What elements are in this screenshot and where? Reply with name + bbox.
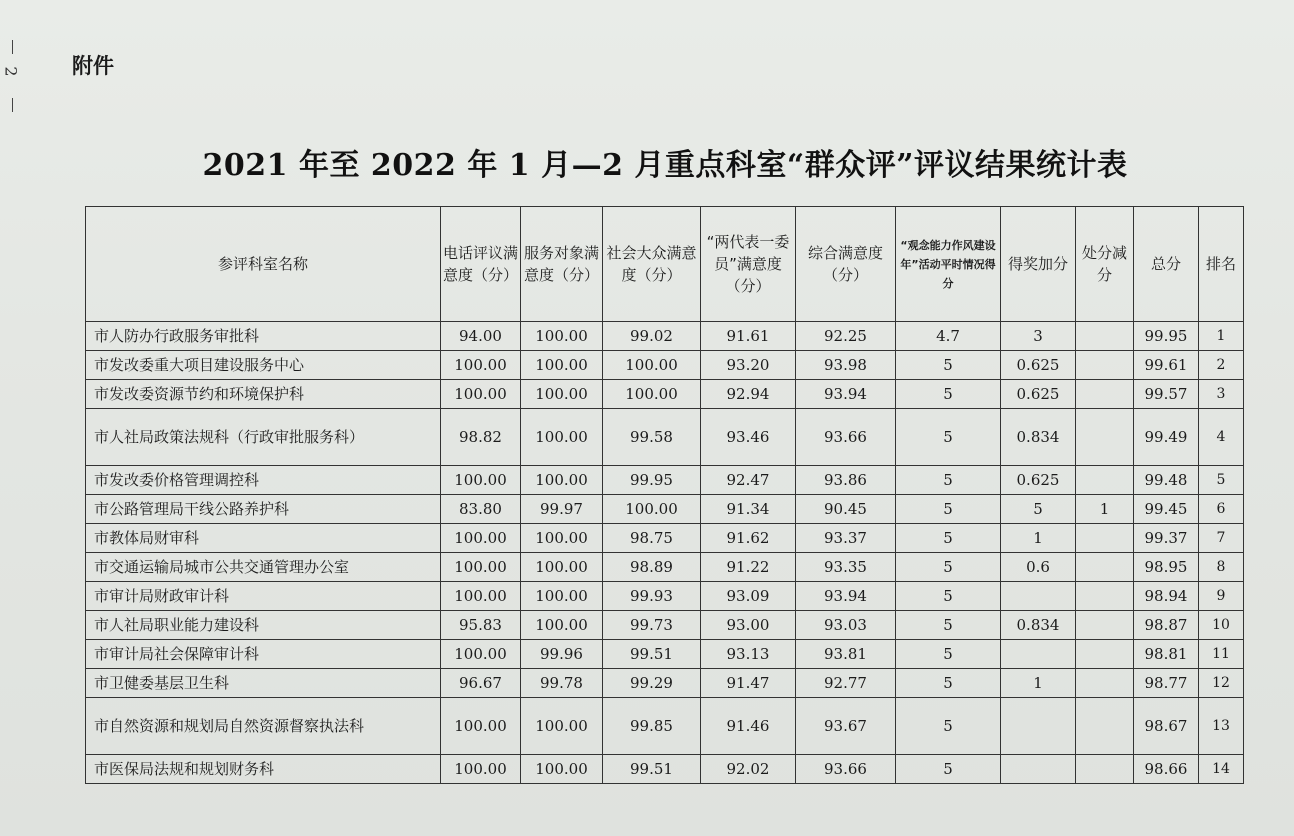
- cell-bonus: 0.834: [1001, 611, 1076, 640]
- cell-public: 99.95: [603, 466, 701, 495]
- cell-activity: 5: [896, 351, 1001, 380]
- cell-name: 市审计局社会保障审计科: [86, 640, 441, 669]
- cell-activity: 5: [896, 495, 1001, 524]
- header-bonus: 得奖加分: [1001, 207, 1076, 322]
- cell-rank: 4: [1199, 409, 1244, 466]
- cell-phone: 100.00: [441, 582, 521, 611]
- cell-phone: 100.00: [441, 640, 521, 669]
- header-rank: 排名: [1199, 207, 1244, 322]
- cell-total: 98.95: [1134, 553, 1199, 582]
- header-service: 服务对象满意度（分）: [521, 207, 603, 322]
- cell-name: 市人社局职业能力建设科: [86, 611, 441, 640]
- cell-penalty: [1076, 351, 1134, 380]
- cell-bonus: 0.6: [1001, 553, 1076, 582]
- cell-phone: 94.00: [441, 322, 521, 351]
- cell-name: 市发改委重大项目建设服务中心: [86, 351, 441, 380]
- cell-public: 98.75: [603, 524, 701, 553]
- cell-name: 市发改委资源节约和环境保护科: [86, 380, 441, 409]
- cell-service: 100.00: [521, 582, 603, 611]
- cell-rank: 3: [1199, 380, 1244, 409]
- cell-total: 99.61: [1134, 351, 1199, 380]
- cell-service: 100.00: [521, 351, 603, 380]
- cell-bonus: [1001, 640, 1076, 669]
- cell-deputies: 91.62: [701, 524, 796, 553]
- cell-public: 99.93: [603, 582, 701, 611]
- cell-bonus: 0.625: [1001, 466, 1076, 495]
- header-overall: 综合满意度（分）: [796, 207, 896, 322]
- cell-service: 100.00: [521, 524, 603, 553]
- cell-public: 99.02: [603, 322, 701, 351]
- cell-total: 98.87: [1134, 611, 1199, 640]
- cell-service: 100.00: [521, 611, 603, 640]
- cell-penalty: [1076, 611, 1134, 640]
- results-table: [85, 206, 1244, 784]
- cell-overall: 93.35: [796, 553, 896, 582]
- table-row: [86, 611, 1244, 640]
- cell-overall: 93.37: [796, 524, 896, 553]
- cell-penalty: [1076, 582, 1134, 611]
- cell-service: 100.00: [521, 409, 603, 466]
- page-number-dash: [12, 98, 13, 112]
- cell-overall: 93.03: [796, 611, 896, 640]
- cell-public: 99.85: [603, 698, 701, 755]
- cell-penalty: [1076, 698, 1134, 755]
- cell-deputies: 93.13: [701, 640, 796, 669]
- table-row: [86, 380, 1244, 409]
- cell-public: 100.00: [603, 495, 701, 524]
- cell-phone: 100.00: [441, 380, 521, 409]
- table-row: [86, 755, 1244, 784]
- table-row: [86, 466, 1244, 495]
- cell-public: 100.00: [603, 351, 701, 380]
- header-activity: “观念能力作风建设年”活动平时情况得分: [896, 207, 1001, 322]
- cell-activity: 5: [896, 524, 1001, 553]
- attachment-label: 附件: [72, 54, 114, 78]
- cell-activity: 5: [896, 755, 1001, 784]
- cell-name: 市发改委价格管理调控科: [86, 466, 441, 495]
- cell-public: 99.29: [603, 669, 701, 698]
- cell-name: 市人社局政策法规科（行政审批服务科）: [86, 409, 441, 466]
- cell-penalty: [1076, 755, 1134, 784]
- cell-overall: 92.77: [796, 669, 896, 698]
- cell-name: 市教体局财审科: [86, 524, 441, 553]
- cell-overall: 93.67: [796, 698, 896, 755]
- cell-activity: 5: [896, 611, 1001, 640]
- page-number-marker: [1, 40, 21, 120]
- cell-penalty: 1: [1076, 495, 1134, 524]
- cell-name: 市医保局法规和规划财务科: [86, 755, 441, 784]
- cell-deputies: 93.09: [701, 582, 796, 611]
- cell-rank: 2: [1199, 351, 1244, 380]
- cell-phone: 96.67: [441, 669, 521, 698]
- cell-phone: 100.00: [441, 351, 521, 380]
- cell-phone: 98.82: [441, 409, 521, 466]
- cell-deputies: 91.61: [701, 322, 796, 351]
- cell-total: 98.81: [1134, 640, 1199, 669]
- cell-service: 100.00: [521, 698, 603, 755]
- cell-total: 98.94: [1134, 582, 1199, 611]
- table-row: [86, 409, 1244, 466]
- cell-service: 100.00: [521, 553, 603, 582]
- cell-service: 99.96: [521, 640, 603, 669]
- header-deputies: “两代表一委员”满意度（分）: [701, 207, 796, 322]
- cell-deputies: 93.00: [701, 611, 796, 640]
- cell-activity: 5: [896, 698, 1001, 755]
- cell-phone: 100.00: [441, 553, 521, 582]
- table-row: [86, 495, 1244, 524]
- cell-name: 市交通运输局城市公共交通管理办公室: [86, 553, 441, 582]
- cell-deputies: 91.47: [701, 669, 796, 698]
- cell-public: 98.89: [603, 553, 701, 582]
- cell-total: 98.66: [1134, 755, 1199, 784]
- header-total: 总分: [1134, 207, 1199, 322]
- cell-bonus: [1001, 755, 1076, 784]
- cell-overall: 90.45: [796, 495, 896, 524]
- cell-rank: 7: [1199, 524, 1244, 553]
- cell-name: 市自然资源和规划局自然资源督察执法科: [86, 698, 441, 755]
- header-name: 参评科室名称: [86, 207, 441, 322]
- cell-rank: 5: [1199, 466, 1244, 495]
- cell-total: 99.95: [1134, 322, 1199, 351]
- cell-penalty: [1076, 322, 1134, 351]
- cell-phone: 100.00: [441, 698, 521, 755]
- cell-public: 99.51: [603, 755, 701, 784]
- cell-overall: 93.94: [796, 582, 896, 611]
- cell-name: 市人防办行政服务审批科: [86, 322, 441, 351]
- cell-bonus: 0.625: [1001, 351, 1076, 380]
- header-public: 社会大众满意度（分）: [603, 207, 701, 322]
- cell-rank: 9: [1199, 582, 1244, 611]
- cell-rank: 6: [1199, 495, 1244, 524]
- table-row: [86, 322, 1244, 351]
- cell-penalty: [1076, 409, 1134, 466]
- cell-rank: 13: [1199, 698, 1244, 755]
- table-row: [86, 698, 1244, 755]
- table-row: [86, 351, 1244, 380]
- cell-overall: 92.25: [796, 322, 896, 351]
- cell-rank: 12: [1199, 669, 1244, 698]
- cell-total: 99.57: [1134, 380, 1199, 409]
- cell-phone: 100.00: [441, 755, 521, 784]
- cell-bonus: 1: [1001, 524, 1076, 553]
- table-row: [86, 524, 1244, 553]
- cell-deputies: 91.46: [701, 698, 796, 755]
- cell-bonus: 1: [1001, 669, 1076, 698]
- cell-service: 99.78: [521, 669, 603, 698]
- cell-overall: 93.66: [796, 409, 896, 466]
- document-title: 2021 年至 2022 年 1 月—2 月重点科室“群众评”评议结果统计表: [202, 148, 1128, 183]
- cell-penalty: [1076, 466, 1134, 495]
- cell-deputies: 93.20: [701, 351, 796, 380]
- cell-public: 99.51: [603, 640, 701, 669]
- cell-penalty: [1076, 640, 1134, 669]
- header-phone: 电话评议满意度（分）: [441, 207, 521, 322]
- cell-activity: 5: [896, 669, 1001, 698]
- cell-bonus: [1001, 582, 1076, 611]
- table-row: [86, 640, 1244, 669]
- cell-total: 98.67: [1134, 698, 1199, 755]
- cell-public: 100.00: [603, 380, 701, 409]
- cell-name: 市公路管理局干线公路养护科: [86, 495, 441, 524]
- cell-service: 100.00: [521, 380, 603, 409]
- header-penalty: 处分减分: [1076, 207, 1134, 322]
- table-header-row: [86, 207, 1244, 322]
- cell-bonus: 0.834: [1001, 409, 1076, 466]
- cell-activity: 5: [896, 466, 1001, 495]
- page-number: 2: [1, 66, 21, 77]
- cell-penalty: [1076, 553, 1134, 582]
- cell-total: 99.37: [1134, 524, 1199, 553]
- cell-deputies: 92.47: [701, 466, 796, 495]
- table-row: [86, 669, 1244, 698]
- cell-rank: 10: [1199, 611, 1244, 640]
- cell-bonus: 0.625: [1001, 380, 1076, 409]
- table-row: [86, 553, 1244, 582]
- page-number-dash: [12, 40, 13, 54]
- cell-activity: 5: [896, 553, 1001, 582]
- cell-overall: 93.66: [796, 755, 896, 784]
- cell-public: 99.58: [603, 409, 701, 466]
- cell-service: 100.00: [521, 322, 603, 351]
- cell-phone: 100.00: [441, 466, 521, 495]
- table-row: [86, 582, 1244, 611]
- cell-activity: 5: [896, 380, 1001, 409]
- table-body: [86, 322, 1244, 784]
- cell-bonus: [1001, 698, 1076, 755]
- cell-overall: 93.98: [796, 351, 896, 380]
- cell-deputies: 91.34: [701, 495, 796, 524]
- cell-rank: 8: [1199, 553, 1244, 582]
- cell-overall: 93.86: [796, 466, 896, 495]
- cell-rank: 14: [1199, 755, 1244, 784]
- cell-rank: 11: [1199, 640, 1244, 669]
- cell-public: 99.73: [603, 611, 701, 640]
- cell-overall: 93.94: [796, 380, 896, 409]
- cell-deputies: 91.22: [701, 553, 796, 582]
- cell-activity: 5: [896, 640, 1001, 669]
- cell-activity: 5: [896, 409, 1001, 466]
- cell-total: 99.45: [1134, 495, 1199, 524]
- cell-phone: 100.00: [441, 524, 521, 553]
- cell-activity: 5: [896, 582, 1001, 611]
- cell-deputies: 93.46: [701, 409, 796, 466]
- cell-bonus: 5: [1001, 495, 1076, 524]
- cell-service: 99.97: [521, 495, 603, 524]
- cell-deputies: 92.94: [701, 380, 796, 409]
- cell-penalty: [1076, 524, 1134, 553]
- cell-total: 98.77: [1134, 669, 1199, 698]
- cell-penalty: [1076, 669, 1134, 698]
- cell-bonus: 3: [1001, 322, 1076, 351]
- cell-phone: 95.83: [441, 611, 521, 640]
- cell-name: 市卫健委基层卫生科: [86, 669, 441, 698]
- cell-rank: 1: [1199, 322, 1244, 351]
- cell-total: 99.48: [1134, 466, 1199, 495]
- cell-deputies: 92.02: [701, 755, 796, 784]
- cell-penalty: [1076, 380, 1134, 409]
- cell-service: 100.00: [521, 466, 603, 495]
- cell-phone: 83.80: [441, 495, 521, 524]
- cell-total: 99.49: [1134, 409, 1199, 466]
- cell-overall: 93.81: [796, 640, 896, 669]
- cell-name: 市审计局财政审计科: [86, 582, 441, 611]
- cell-activity: 4.7: [896, 322, 1001, 351]
- cell-service: 100.00: [521, 755, 603, 784]
